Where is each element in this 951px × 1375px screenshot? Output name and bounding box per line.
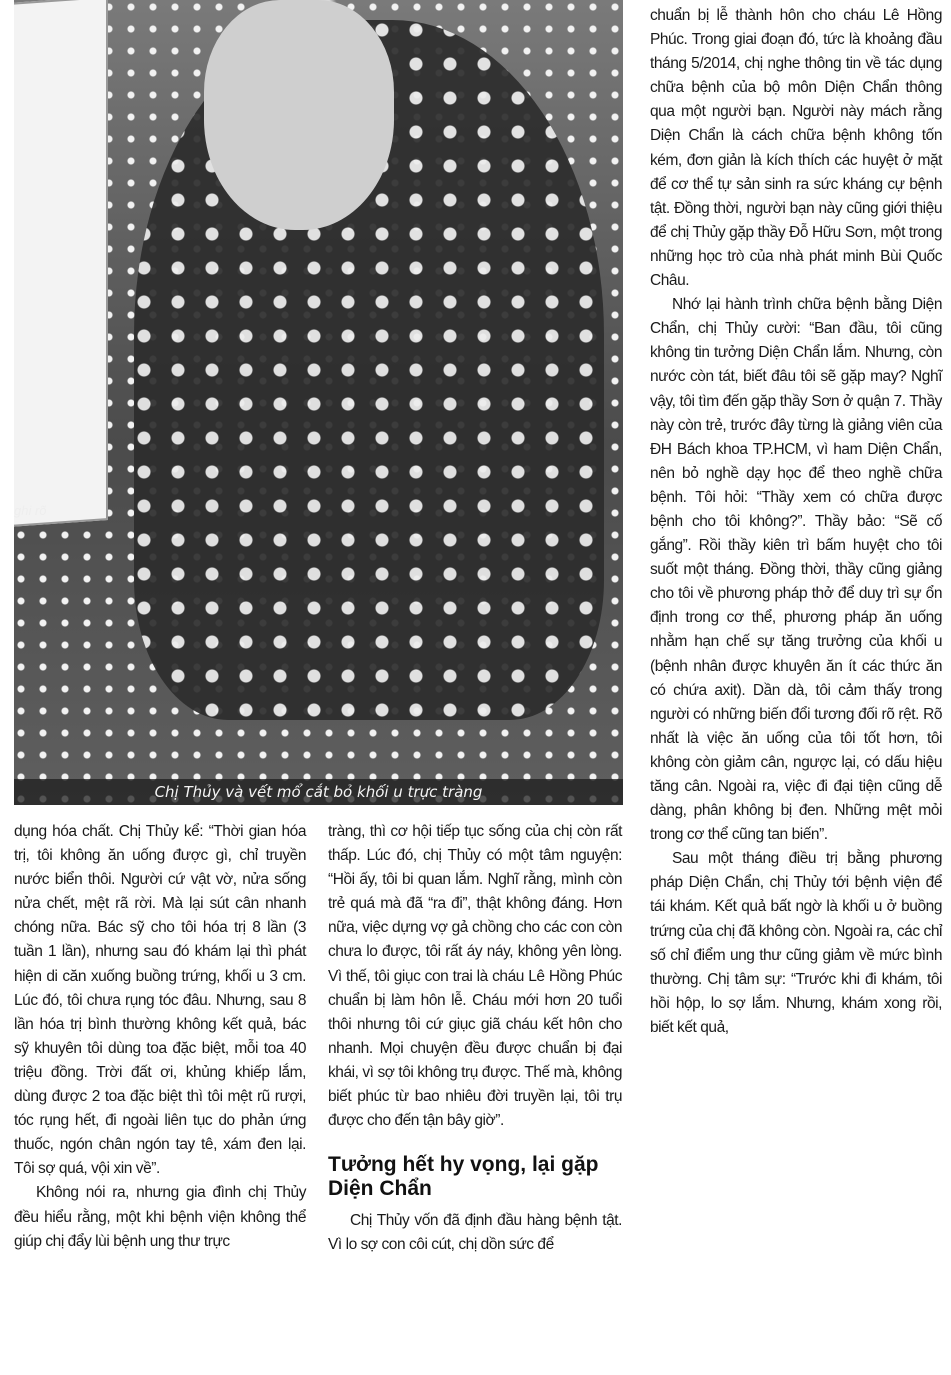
paragraph: dụng hóa chất. Chị Thủy kể: “Thời gian hóa trị, tôi không ăn uống được gì, chỉ truyền nước biển thôi. Người cứ vật vờ, nửa sống nửa chết, mệt rã rời. Mà lại sút cân nhanh chóng nữa. Bác sỹ cho tôi hóa trị 8 lần (3 tuần 1 lần), nhưng sau đó khám lại thì phát hiện di căn xuống buồng trứng, khối u 3 cm. Lúc đó, tôi chưa rụng tóc đâu. Nhưng, sau 8 lần hóa trị bình thường không kết quả, bác sỹ khuyên tôi dùng toa đặc biệt, mỗi toa 40 triệu đồng. Trời đất ơi, khủng khiếp lắm, dùng được 2 toa đặc biệt thì tôi mệt rũ rượi, tóc rụng hết, đi ngoài liên tục do phản ứng thuốc, ngón chân ngón tay tê, xám đen lại. Tôi sợ quá, vội xin về”. — [14, 823, 306, 1178]
face — [204, 0, 394, 230]
article-column-2 — [328, 820, 622, 1257]
wall-picture-frame — [14, 0, 108, 528]
article-column-3 — [650, 4, 942, 1040]
paragraph: Sau một tháng điều trị bằng phương pháp Diện Chẩn, chị Thủy tới bệnh viện để tái khám. Kết quả bất ngờ là khối u ở buồng trứng của chị đã không còn. Ngoài ra, các chỉ số chỉ điểm ung thư cũng giảm về mức bình thường. Chị tâm sự: “Trước khi đi khám, tôi hồi hộp, lo sợ lắm. Nhưng, khám xong rồi, biết kết quả, — [650, 850, 942, 1036]
paragraph: chuẩn bị lễ thành hôn cho cháu Lê Hồng Phúc. Trong giai đoạn đó, tức là khoảng đầu tháng 5/2014, chị nghe thông tin về tác dụng chữa bệnh của bộ môn Diện Chẩn thông qua một người bạn. Người này mách rằng Diện Chẩn là cách chữa bệnh không tốn kém, đơn giản là kích thích các huyệt ở mặt để cơ thể tự sản sinh ra sức kháng cự bệnh tật. Đồng thời, người bạn này cũng giới thiệu để chị Thủy gặp thầy Đỗ Hữu Sơn, một trong những học trò của nhà phát minh Bùi Quốc Châu. — [650, 7, 942, 290]
section-subheading: Tưởng hết hy vọng, lại gặp Diện Chẩn — [328, 1153, 599, 1201]
paragraph: Không nói ra, nhưng gia đình chị Thủy đều hiểu rằng, một khi bệnh viện không thể giúp chị đẩy lùi bệnh ung thư trực — [14, 1184, 306, 1250]
photo-caption: Chị Thủy và vết mổ cắt bỏ khối u trực tràng — [14, 779, 623, 805]
photo-edge-text: ghi rõ — [14, 503, 47, 518]
paragraph: tràng, thì cơ hội tiếp tục sống của chị còn rất thấp. Lúc đó, chị Thủy có một tâm nguyện: “Hồi ấy, tôi bi quan lắm. Nghĩ rằng, mình còn trẻ quá mà đã “ra đi”, thật không đáng. Hơn nữa, việc dựng vợ gả chồng cho các con còn chưa lo được, tôi rất áy náy, không yên lòng. Vì thế, tôi giục con trai là cháu Lê Hồng Phúc chuẩn bị làm hôn lễ. Cháu mới hơn 20 tuổi thôi nhưng tôi cứ giục giã cháu kết hôn cho nhanh. Mọi chuyện đều được chuẩn bị đại khái, vì sợ tôi không trụ được. Thế mà, không biết phúc từ bao nhiêu đời truyền lại, tôi trụ được cho đến tận bây giờ”. — [328, 823, 622, 1130]
paragraph: Nhớ lại hành trình chữa bệnh bằng Diện Chẩn, chị Thủy cười: “Ban đầu, tôi cũng không tin tưởng Diện Chẩn lắm. Nhưng, còn nước còn tát, biết đâu tôi sẽ gặp may? Nghĩ vậy, tôi tìm đến gặp thầy Sơn ở quận 7. Thầy này còn trẻ, trước đây từng là giảng viên của ĐH Bách khoa TP.HCM, vì ham Diện Chẩn, nên bỏ nghề dạy học để theo nghề chữa bệnh. Tôi hỏi: “Thầy xem có chữa được bệnh cho tôi không?”. Thầy bảo: “Sẽ cố gắng”. Rồi thầy kiên trì bấm huyệt cho tôi suốt một tháng. Đồng thời, thầy cũng giảng cho tôi về phương pháp thở để duy trì sự ổn định trong cơ thể, phương pháp ăn uống nhằm hạn chế sự tăng trưởng của khối u (bệnh nhân được khuyên ăn ít các thức ăn có chứa axit). Dần dà, tôi cảm thấy trong người có những biến đổi tương đối rõ rệt. Rõ nhất là việc ăn uống của tôi tốt hơn, tôi không còn giảm cân, ngược lại, có dấu hiệu tăng cân. Ngoài ra, việc đi đại tiện cũng dễ dàng, phân không bị đen. Những mệt mỏi trong cơ thể cũng tan biến”. — [650, 296, 942, 844]
paragraph: Chị Thủy vốn đã định đầu hàng bệnh tật. Vì lo sợ con côi cút, chị dồn sức để — [328, 1212, 622, 1254]
article-column-1 — [14, 820, 306, 1254]
article-photo — [14, 0, 623, 805]
